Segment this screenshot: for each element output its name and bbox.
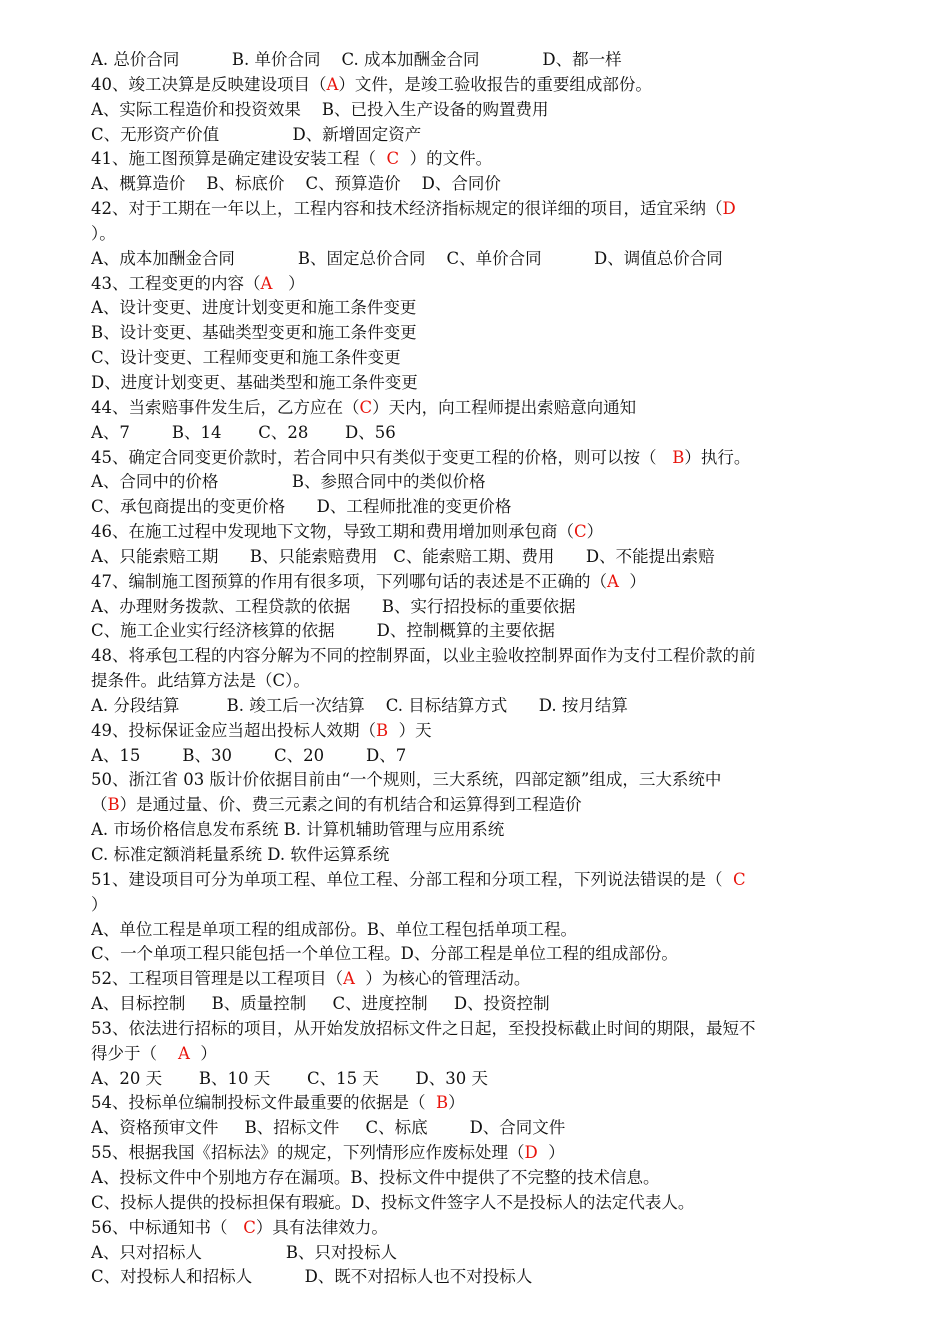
text-line: [91, 272, 890, 297]
line-text: C、承包商提出的变更价格 D、工程师批准的变更价格: [91, 497, 512, 517]
line-text-after: ）: [537, 1143, 565, 1163]
line-text: 56、中标通知书（: [91, 1217, 244, 1237]
text-line: [91, 73, 890, 98]
answer-mark: A: [607, 571, 619, 591]
line-text: 51、建设项目可分为单项工程、单位工程、分部工程和分项工程，下列说法错误的是（: [91, 869, 733, 889]
text-line: [91, 992, 890, 1017]
text-line: [91, 520, 890, 545]
line-text-after: ）: [272, 273, 305, 293]
line-text: 53、依法进行招标的项目，从开始发放招标文件之日起，至投投标截止时间的期限，最短不: [91, 1018, 756, 1038]
line-text-after: ）具有法律效力。: [255, 1217, 388, 1237]
text-line: [91, 868, 890, 893]
line-text: A. 分段结算 B. 竣工后一次结算 C. 目标结算方式 D. 按月结算: [91, 695, 628, 715]
line-text: 46、在施工过程中发现地下文物，导致工期和费用增加则承包商（: [91, 522, 574, 542]
line-text-after: ）天: [388, 720, 432, 740]
text-line: [91, 669, 890, 694]
line-text: （: [91, 795, 108, 815]
line-text-after: ）文件，是竣工验收报告的重要组成部份。: [338, 74, 652, 94]
line-text: A、办理财务拨款、工程贷款的依据 B、实行招投标的重要依据: [91, 596, 576, 616]
text-line: [91, 1067, 890, 1092]
text-line: [91, 818, 890, 843]
text-line: [91, 296, 890, 321]
line-text-after: ）: [189, 1043, 217, 1063]
answer-mark: C: [386, 149, 400, 169]
text-line: [91, 495, 890, 520]
line-text: A. 总价合同 B. 单价合同 C. 成本加酬金合同 D、都一样: [91, 50, 622, 69]
line-text: 42、对于工期在一年以上，工程内容和技术经济指标规定的很详细的项目，适宜采纳（: [91, 199, 723, 219]
line-text: A. 市场价格信息发布系统 B. 计算机辅助管理与应用系统: [91, 820, 505, 840]
text-line: [91, 619, 890, 644]
line-text: B、设计变更、基础类型变更和施工条件变更: [91, 323, 417, 343]
text-line: [91, 371, 890, 396]
line-text-after: ）执行。: [684, 447, 751, 467]
line-text-after: ）: [586, 522, 604, 542]
answer-mark: C: [243, 1217, 256, 1237]
line-text: A、投标文件中个别地方存在漏项。B、投标文件中提供了不完整的技术信息。: [91, 1167, 660, 1187]
line-text: C、投标人提供的投标担保有瑕疵。D、投标文件签字人不是投标人的法定代表人。: [91, 1192, 695, 1212]
line-text: 49、投标保证金应当超出投标人效期（: [91, 720, 376, 740]
line-text: 55、根据我国《招标法》的规定，下列情形应作废标处理（: [91, 1143, 525, 1163]
text-line: [91, 1265, 890, 1290]
text-line: [91, 1017, 890, 1042]
text-line: [91, 1141, 890, 1166]
answer-mark: B: [436, 1093, 449, 1113]
text-line: [91, 1116, 890, 1141]
line-text: 44、当索赔事件发生后，乙方应在（: [91, 397, 360, 417]
line-text: A、20 天 B、10 天 C、15 天 D、30 天: [91, 1068, 488, 1088]
text-line: [91, 1191, 890, 1216]
text-line: [91, 421, 890, 446]
answer-mark: B: [376, 720, 389, 740]
text-line: [91, 1241, 890, 1266]
line-text: A、设计变更、进度计划变更和施工条件变更: [91, 298, 417, 318]
line-text: A、只对招标人 B、只对投标人: [91, 1242, 397, 1262]
text-line: [91, 843, 890, 868]
line-text: A、15 B、30 C、20 D、7: [91, 745, 407, 765]
line-text: C、无形资产价值 D、新增固定资产: [91, 124, 422, 144]
line-text: ）。: [91, 223, 116, 243]
answer-mark: A: [260, 273, 273, 293]
line-text: A、资格预审文件 B、招标文件 C、标底 D、合同文件: [91, 1118, 566, 1138]
text-line: [91, 98, 890, 123]
text-line: [91, 470, 890, 495]
text-line: [91, 247, 890, 272]
text-line: [91, 346, 890, 371]
line-text: D、进度计划变更、基础类型和施工条件变更: [91, 372, 418, 392]
text-line: [91, 1216, 890, 1241]
answer-mark: A: [177, 1043, 190, 1063]
answer-mark: C: [733, 869, 746, 889]
text-line: [91, 918, 890, 943]
line-text: A、实际工程造价和投资效果 B、已投入生产设备的购置费用: [91, 99, 549, 119]
line-text-after: ）的文件。: [399, 149, 493, 169]
answer-mark: D: [722, 199, 736, 219]
answer-mark: C: [574, 522, 587, 542]
line-text: 得少于（: [91, 1043, 178, 1063]
text-line: [91, 694, 890, 719]
text-line: [91, 967, 890, 992]
answer-mark: D: [524, 1143, 538, 1163]
line-text: A、合同中的价格 B、参照合同中的类似价格: [91, 472, 486, 492]
text-line: [91, 1091, 890, 1116]
text-line: [91, 719, 890, 744]
line-text: A、只能索赔工期 B、只能索赔费用 C、能索赔工期、费用 D、不能提出索赔: [91, 546, 715, 566]
line-text: C、对投标人和招标人 D、既不对招标人也不对投标人: [91, 1267, 533, 1287]
text-line: [91, 942, 890, 967]
line-text: 40、竣工决算是反映建设项目（: [91, 74, 327, 94]
line-text: C、施工企业实行经济核算的依据 D、控制概算的主要依据: [91, 621, 555, 641]
line-text-after: ）: [618, 571, 646, 591]
line-text: 47、编制施工图预算的作用有很多项，下列哪句话的表述是不正确的（: [91, 571, 607, 591]
line-text-after: ）为核心的管理活动。: [354, 969, 531, 989]
text-line: [91, 396, 890, 421]
line-text: 54、投标单位编制投标文件最重要的依据是（: [91, 1093, 436, 1113]
answer-mark: A: [343, 969, 355, 989]
line-text: C、一个单项工程只能包括一个单位工程。D、分部工程是单位工程的组成部份。: [91, 944, 678, 964]
text-line: [91, 1042, 890, 1067]
text-line: [91, 446, 890, 471]
text-line: [91, 123, 890, 148]
text-line: [91, 570, 890, 595]
text-line: [91, 893, 890, 918]
line-text-after: ）是通过量、价、费三元素之间的有机结合和运算得到工程造价: [119, 795, 582, 815]
line-text: A、概算造价 B、标底价 C、预算造价 D、合同价: [91, 174, 501, 194]
line-text: 提条件。此结算方法是（C）。: [91, 671, 310, 691]
answer-mark: B: [672, 447, 685, 467]
line-text: A、7 B、14 C、28 D、56: [91, 422, 396, 442]
text-line: [91, 768, 890, 793]
text-line: [91, 321, 890, 346]
line-text: C、设计变更、工程师变更和施工条件变更: [91, 348, 401, 368]
line-text-after: ）: [448, 1093, 465, 1113]
line-text: 43、工程变更的内容（: [91, 273, 261, 293]
line-text-after: ）天内，向工程师提出索赔意向通知: [372, 397, 637, 417]
line-text: 45、确定合同变更价款时，若合同中只有类似于变更工程的价格，则可以按（: [91, 447, 673, 467]
text-line: [91, 1166, 890, 1191]
text-line: [91, 793, 890, 818]
line-text: A、单位工程是单项工程的组成部份。B、单位工程包括单项工程。: [91, 919, 578, 939]
line-text: A、目标控制 B、质量控制 C、进度控制 D、投资控制: [91, 994, 550, 1014]
line-text: C. 标准定额消耗量系统 D. 软件运算系统: [91, 845, 390, 864]
text-line: [91, 744, 890, 769]
text-line: [91, 545, 890, 570]
text-line: [91, 197, 890, 222]
answer-mark: C: [359, 397, 373, 417]
text-line: [91, 147, 890, 172]
text-line: [91, 48, 890, 73]
line-text: 50、浙江省 03 版计价依据目前由“一个规则，三大系统，四部定额”组成，三大系统中: [91, 770, 722, 790]
text-line: [91, 644, 890, 669]
line-text: 52、工程项目管理是以工程项目（: [91, 969, 343, 989]
text-line: [91, 172, 890, 197]
line-text: ）: [91, 894, 108, 914]
text-line: [91, 595, 890, 620]
text-line: [91, 222, 890, 247]
line-text: 41、施工图预算是确定建设安装工程（: [91, 149, 387, 169]
line-text: A、成本加酬金合同 B、固定总价合同 C、单价合同 D、调值总价合同: [91, 248, 723, 268]
answer-mark: B: [107, 795, 120, 815]
answer-mark: A: [326, 74, 339, 94]
line-text: 48、将承包工程的内容分解为不同的控制界面，以业主验收控制界面作为支付工程价款的前: [91, 646, 756, 666]
